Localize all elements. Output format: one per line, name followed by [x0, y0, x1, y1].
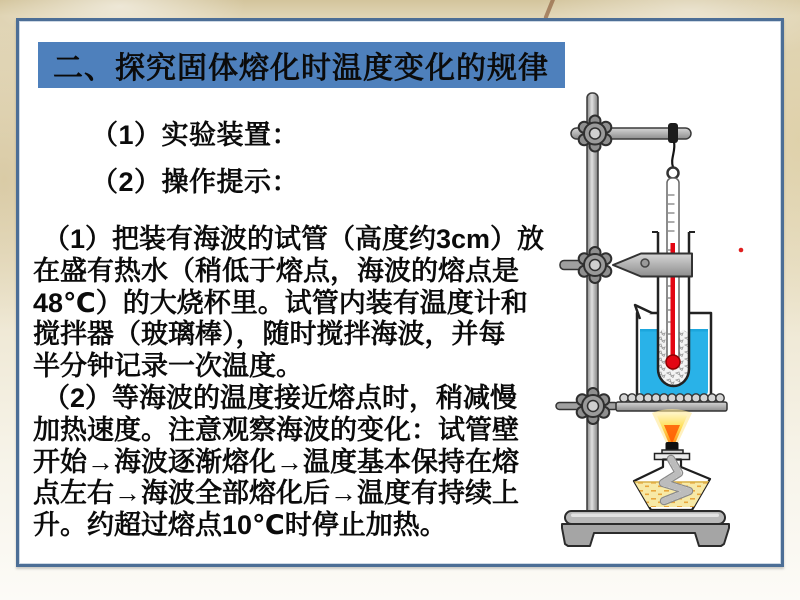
red-dot-artifact [739, 248, 744, 253]
thermometer-ring [668, 168, 679, 179]
body-line: 搅拌器（玻璃棒），随时搅拌海波，并每 [33, 319, 506, 350]
clamp-arm [613, 254, 692, 277]
clamp-knob-top [579, 116, 612, 152]
body-line: （2）等海波的温度接近熔点时，稍减慢 [43, 382, 518, 413]
body-line: 开始→海波逐渐熔化→温度基本保持在熔 [33, 446, 519, 477]
wire-gauze [620, 394, 724, 402]
stand-pole [587, 93, 598, 515]
apparatus-illustration [548, 85, 754, 553]
body-text-block [33, 224, 555, 542]
title-banner [38, 42, 565, 88]
parchment-streak [543, 0, 556, 20]
clamp-knob-middle [579, 247, 612, 283]
stand-base-slab [565, 511, 725, 524]
body-line: 在盛有热水（稍低于熔点，海波的熔点是 [33, 255, 519, 286]
subheading-operation-tips: （2）操作提示： [91, 167, 300, 197]
body-line: 48℃）的大烧杯里。试管内装有温度计和 [33, 287, 528, 318]
page-title: 二、探究固体熔化时温度变化的规律 [53, 52, 549, 85]
stand-base-body [562, 524, 729, 546]
body-line: 半分钟记录一次温度。 [33, 351, 303, 382]
clamp-arm-hole [641, 259, 649, 267]
hanger-hook [672, 142, 674, 167]
body-line: （1）把装有海波的试管（高度约3cm）放 [43, 224, 545, 254]
subheading-experiment-setup: （1）实验装置： [91, 120, 300, 150]
body-line: 加热速度。注意观察海波的变化：试管壁 [33, 414, 519, 445]
stand-base-highlight [571, 514, 719, 518]
body-line: 升。约超过熔点10℃时停止加热。 [33, 510, 447, 541]
body-line: 点左右→海波全部熔化后→温度有持续上 [33, 478, 519, 509]
clamp-knob-bottom [577, 388, 610, 424]
hanger-collar [668, 123, 678, 143]
mercury-bulb [666, 355, 680, 369]
